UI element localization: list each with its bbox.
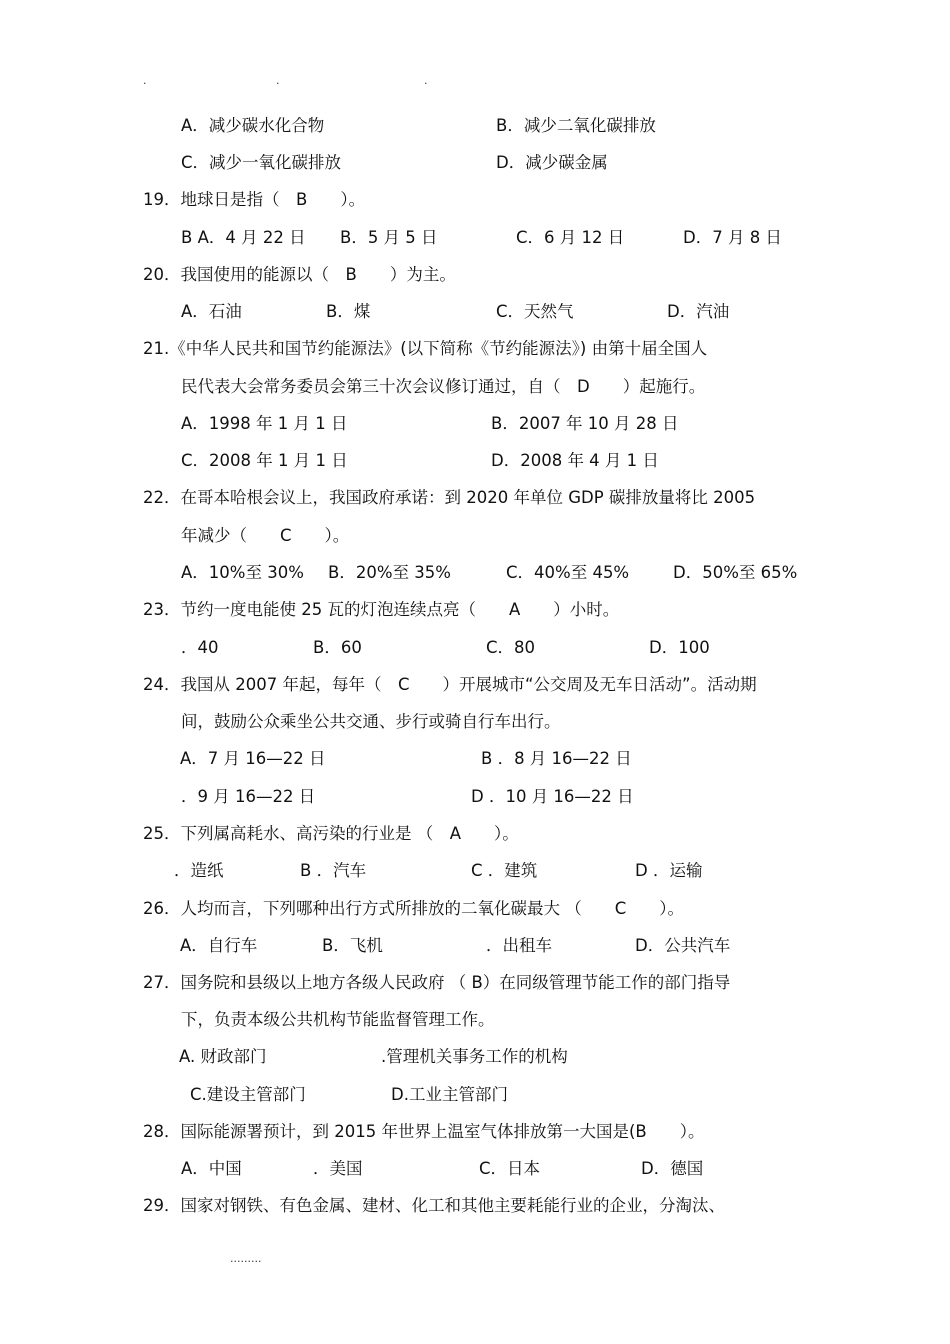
q29-stem: 29．国家对钢铁、有色金属、建材、化工和其他主要耗能行业的企业，分淘汰、 [143, 1196, 725, 1215]
header-dot: . [276, 74, 280, 87]
q27-stem-line1: 27．国务院和县级以上地方各级人民政府 （ B）在同级管理节能工作的部门指导 [143, 973, 731, 992]
q28-option-d: D．德国 [641, 1159, 704, 1178]
footer-dots: ......... [230, 1252, 262, 1265]
q24-option-c: ．9 月 16—22 日 [181, 787, 316, 806]
q19-option-b: B．5 月 5 日 [340, 228, 438, 247]
q21-stem-line1: 21.《中华人民共和国节约能源法》(以下简称《节约能源法》) 由第十届全国人 [143, 339, 708, 358]
q25-option-c: C ．建筑 [471, 861, 538, 880]
q18-option-a: A．减少碳水化合物 [181, 116, 325, 135]
q22-option-d: D．50%至 65% [673, 563, 798, 582]
q23-option-d: D．100 [649, 638, 710, 657]
q28-option-c: C．日本 [479, 1159, 541, 1178]
q18-option-c: C．减少一氧化碳排放 [181, 153, 342, 172]
q23-option-b: B．60 [313, 638, 362, 657]
q27-stem-line2: 下，负责本级公共机构节能监督管理工作。 [181, 1010, 495, 1029]
q20-option-d: D．汽油 [667, 302, 730, 321]
q22-option-a: A．10%至 30% [181, 563, 304, 582]
q20-stem: 20．我国使用的能源以（ B ）为主。 [143, 265, 456, 284]
q24-option-d: D ．10 月 16—22 日 [471, 787, 634, 806]
header-dot: . [424, 74, 428, 87]
q24-option-b: B ．8 月 16—22 日 [481, 749, 632, 768]
q28-option-b: ．美国 [313, 1159, 363, 1178]
q26-option-a: A．自行车 [180, 936, 258, 955]
q20-option-c: C．天然气 [496, 302, 574, 321]
q27-option-c: C.建设主管部门 [190, 1085, 306, 1104]
q19-option-c: C．6 月 12 日 [516, 228, 625, 247]
header-dot: . [143, 74, 147, 87]
q21-option-d: D．2008 年 4 月 1 日 [491, 451, 659, 470]
q24-option-a: A．7 月 16—22 日 [180, 749, 326, 768]
q23-stem: 23．节约一度电能使 25 瓦的灯泡连续点亮（ A ）小时。 [143, 600, 620, 619]
q21-stem-line2: 民代表大会常务委员会第三十次会议修订通过，自（ D ）起施行。 [181, 377, 706, 396]
q27-option-a: A. 财政部门 [179, 1047, 267, 1066]
q23-option-c: C．80 [486, 638, 536, 657]
q28-option-a: A．中国 [181, 1159, 242, 1178]
q26-option-b: B．飞机 [322, 936, 383, 955]
q19-stem: 19．地球日是指（ B ）。 [143, 190, 366, 209]
q27-option-b: .管理机关事务工作的机构 [381, 1047, 568, 1066]
q22-option-c: C．40%至 45% [506, 563, 630, 582]
q26-option-d: D．公共汽车 [635, 936, 731, 955]
q24-stem-line2: 间，鼓励公众乘坐公共交通、步行或骑自行车出行。 [181, 712, 561, 731]
q20-option-a: A．石油 [181, 302, 242, 321]
q25-option-a: ．造纸 [174, 861, 224, 880]
q28-stem: 28．国际能源署预计，到 2015 年世界上温室气体排放第一大国是(B ）。 [143, 1122, 705, 1141]
q21-option-b: B．2007 年 10 月 28 日 [491, 414, 679, 433]
q21-option-c: C．2008 年 1 月 1 日 [181, 451, 348, 470]
q25-option-b: B ．汽车 [300, 861, 367, 880]
q26-stem: 26．人均而言，下列哪种出行方式所排放的二氧化碳最大 （ C ）。 [143, 899, 685, 918]
q21-option-a: A．1998 年 1 月 1 日 [181, 414, 348, 433]
q23-option-a: ．40 [181, 638, 219, 657]
q25-option-d: D ．运输 [635, 861, 703, 880]
q20-option-b: B．煤 [326, 302, 371, 321]
q22-option-b: B．20%至 35% [328, 563, 451, 582]
q22-stem-line1: 22．在哥本哈根会议上，我国政府承诺：到 2020 年单位 GDP 碳排放量将比 2005 [143, 488, 756, 507]
q27-option-d: D.工业主管部门 [391, 1085, 508, 1104]
q19-option-a: B A．4 月 22 日 [181, 228, 306, 247]
q22-stem-line2: 年减少（ C ）。 [181, 526, 350, 545]
q18-option-d: D．减少碳金属 [496, 153, 608, 172]
q25-stem: 25．下列属高耗水、高污染的行业是 （ A ）。 [143, 824, 519, 843]
q26-option-c: ．出租车 [486, 936, 552, 955]
q24-stem-line1: 24．我国从 2007 年起，每年（ C ）开展城市“公交周及无车日活动”。活动期 [143, 675, 757, 694]
q18-option-b: B．减少二氧化碳排放 [496, 116, 656, 135]
q19-option-d: D．7 月 8 日 [683, 228, 782, 247]
